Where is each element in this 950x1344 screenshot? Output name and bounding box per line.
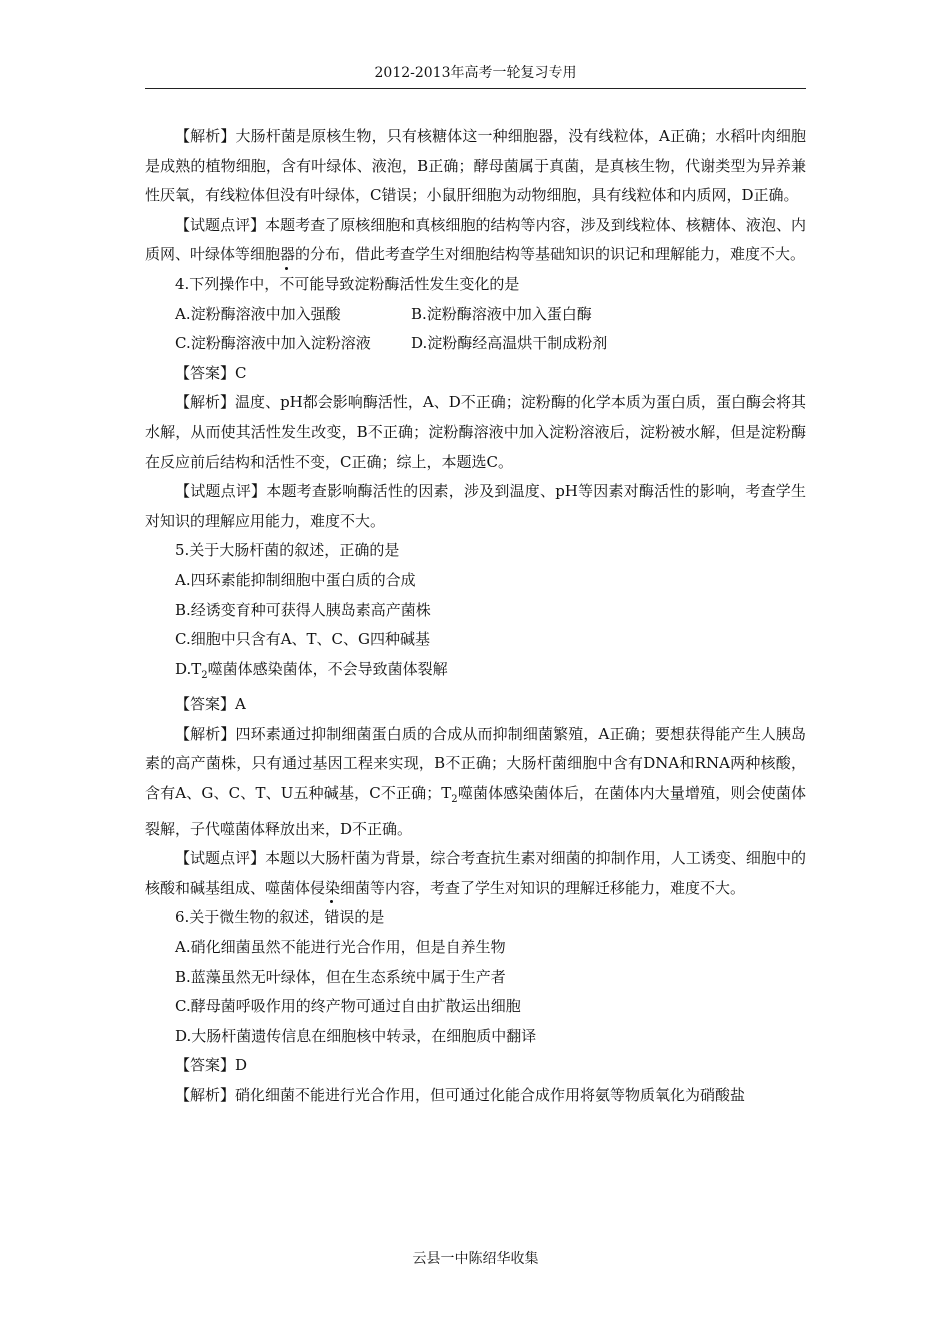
option-a: A.四环素能抑制细胞中蛋白质的合成 [175,570,416,589]
option-c: C.淀粉酶溶液中加入淀粉溶液 [175,334,371,353]
paragraph-comment-4: 【试题点评】本题考查影响酶活性的因素，涉及到温度、pH等因素对酶活性的影响，考查学生对知识的理解应用能力，难度不大。 [145,482,806,530]
answer-6: 【答案】D [175,1056,248,1075]
paragraph-analysis-3: 【解析】大肠杆菌是原核生物，只有核糖体这一种细胞器，没有线粒体，A正确；水稻叶肉细胞是成熟的植物细胞，含有叶绿体、液泡，B正确；酵母菌属于真菌，是真核生物，代谢类型为异养兼性厌氧，有线粒体但没有叶绿体，C错误；小鼠肝细胞为动物细胞，具有线粒体和内质网，D正确。 [145,127,806,205]
page-footer [145,1250,806,1268]
question-4-text: 4.下列操作中， [175,274,280,293]
option-c: C.酵母菌呼吸作用的终产物可通过自由扩散运出细胞 [175,997,521,1016]
emphasis-mark: 不 [279,270,294,300]
paragraph-analysis-4: 【解析】温度、pH都会影响酶活性，A、D不正确；淀粉酶的化学本质为蛋白质，蛋白酶会将其水解，从而使其活性发生改变，B不正确；淀粉酶溶液中加入淀粉溶液后，淀粉被水解，但是淀粉酶在反应前后结构和活性不变，C正确；综上，本题选C。 [145,393,806,471]
question-6-text: 6.关于微生物的叙述， [175,908,325,927]
paragraph-analysis-5 [145,720,806,844]
document-body [145,122,806,1111]
subscript: 2 [451,794,458,806]
question-4-text-rest: 可能导致淀粉酶活性发生变化的是 [294,274,520,293]
option-b: B.蓝藻虽然无叶绿体，但在生态系统中属于生产者 [175,967,506,986]
paragraph-analysis-6: 【解析】硝化细菌不能进行光合作用，但可通过化能合成作用将氨等物质氧化为硝酸盐 [175,1086,746,1104]
option-d: D.大肠杆菌遗传信息在细胞核中转录，在细胞质中翻译 [175,1026,537,1045]
paragraph-comment-3: 【试题点评】本题考查了原核细胞和真核细胞的结构等内容，涉及到线粒体、核糖体、液泡、内质网、叶绿体等细胞器的分布，借此考查学生对细胞结构等基础知识的识记和理解能力，难度不大。 [145,215,806,264]
option-a: A.淀粉酶溶液中加入强酸 [175,304,341,323]
option-b: B.淀粉酶溶液中加入蛋白酶 [411,304,592,323]
option-c: C.细胞中只含有A、T、C、G四种碱基 [175,630,431,649]
analysis-5-text-rest: 噬菌体感染菌体后，在菌体内大量增殖，则会使菌体裂解，子代噬菌体释放出来，D不正确。 [145,784,806,838]
option-d-text-rest: 噬菌体感染菌体，不会导致菌体裂解 [207,659,448,678]
page-header [145,64,806,89]
footer-text: 云县一中陈绍华收集 [412,1251,539,1267]
option-a: A.硝化细菌虽然不能进行光合作用，但是自养生物 [175,938,506,957]
question-4-options-row-2 [145,329,806,359]
answer-5: 【答案】A [175,695,246,714]
emphasis-mark: 错 [324,903,339,933]
question-6 [145,903,806,933]
option-d [145,655,806,691]
paragraph-comment-5: 【试题点评】本题以大肠杆菌为背景，综合考查抗生素对细菌的抑制作用，人工诱变、细胞中的核酸和碱基组成、噬菌体侵染细菌等内容，考查了学生对知识的理解迁移能力，难度不大。 [145,849,806,897]
subscript: 2 [201,669,208,681]
answer-4: 【答案】C [175,363,247,382]
option-d: D.淀粉酶经高温烘干制成粉剂 [411,334,608,353]
question-6-text-rest: 误的是 [339,908,385,927]
question-4-options-row-1 [145,300,806,330]
option-b: B.经诱变育种可获得人胰岛素高产菌株 [175,600,431,619]
header-text: 2012-2013年高考一轮复习专用 [374,65,577,81]
question-4 [145,270,806,300]
question-5: 5.关于大肠杆菌的叙述，正确的是 [175,541,400,560]
option-d-text: D.T [175,659,202,678]
analysis-5-text: 【解析】四环素通过抑制细菌蛋白质的合成从而抑制细菌繁殖，A正确；要想获得能产生人胰岛素的高产菌株，只有通过基因工程来实现，B不正确；大肠杆菌细胞中含有DNA和RNA两种核酸，含有A、G、C、T、U五种碱基，C不正确；T [145,724,806,803]
